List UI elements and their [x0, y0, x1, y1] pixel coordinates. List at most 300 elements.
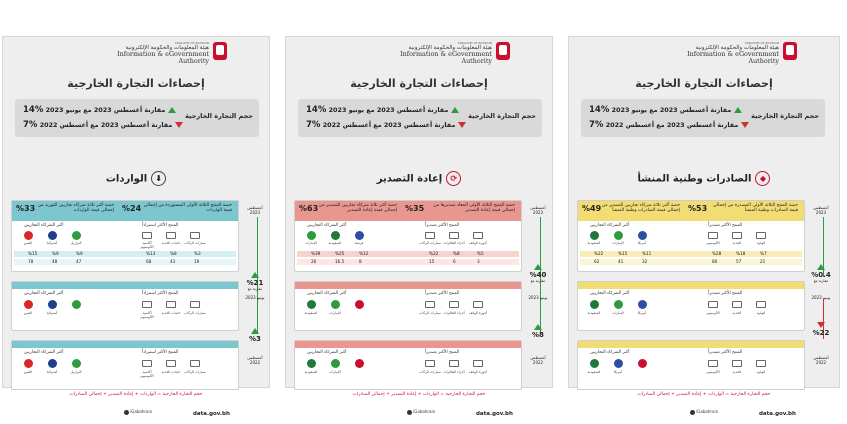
saudi-flag-icon: [331, 231, 340, 240]
top-text-b: حصة المنتج الثلاثة الأولى المستوردة من إجمالي قيمة الواردات: [143, 203, 232, 214]
top-pct-b: %53: [688, 204, 708, 213]
value-row: [14, 259, 236, 265]
arrow-up-icon: [817, 264, 825, 270]
pct-2: %25: [335, 251, 345, 256]
country-3: فرنسا: [354, 241, 364, 245]
compare-label: مقارنة مع: [247, 287, 263, 291]
car-icon: [190, 232, 200, 239]
product-1: أكاسيد الألومنيوم: [140, 241, 154, 249]
section-title: [286, 171, 552, 186]
social-handle[interactable]: [689, 409, 719, 415]
arrow-down-icon: [175, 122, 183, 128]
country-2: الإمارات: [329, 311, 341, 315]
val-2: 48: [52, 259, 58, 264]
value-row: [297, 259, 519, 265]
top-pct-a: %63: [299, 204, 319, 213]
stat-2-text: مقارنة أغسطس 2023 مع أغسطس 2022: [39, 121, 173, 129]
country-3: أمريكا: [637, 311, 647, 315]
stat-1-pct: %14: [589, 105, 610, 115]
product-2: الحديد: [732, 311, 742, 315]
page-title: إحصاءات التجارة الخارجية: [67, 77, 205, 90]
compare-june-pct: %21: [246, 279, 264, 287]
globe-export-icon: ⟳: [446, 171, 461, 186]
product-icon: [190, 301, 200, 308]
uae-flag-icon: [72, 300, 81, 309]
stat-2-pct: %7: [306, 120, 321, 130]
products-title: المنتج الأكثر تصديراً: [708, 350, 743, 355]
product-icon: [449, 360, 459, 367]
compare-last-year: [243, 327, 267, 343]
social-icon: [407, 410, 412, 415]
country-1: السعودية: [587, 241, 601, 245]
infographic-panel-imports: [2, 36, 270, 417]
org-name-en-2: Authority: [178, 57, 209, 65]
val-3: 47: [76, 259, 82, 264]
country-3: البرازيل: [70, 370, 82, 374]
kingdom-label: KINGDOM OF BAHRAIN: [174, 41, 209, 45]
compare-label: مقارنة مع: [530, 279, 546, 283]
product-3: أجهزة الهاتف: [468, 311, 488, 315]
product-2: خامات الحديد: [161, 241, 181, 245]
pct-6: %5: [477, 251, 484, 256]
footer: [286, 409, 552, 423]
block-strip: [295, 282, 521, 289]
products-title: المنتج الأكثر استيراداً: [142, 223, 179, 228]
australia-flag-icon: [48, 300, 57, 309]
stat-row-1: [23, 105, 176, 115]
block-last-year: [577, 340, 805, 390]
iga-logo: [372, 41, 492, 65]
product-2: أجزاء الطائرات: [443, 311, 465, 315]
top-pct-b: %35: [405, 204, 425, 213]
social-text: iGabahrain: [696, 409, 719, 414]
year-label: أغسطس 2023: [813, 205, 829, 215]
section-title-text: إعادة التصدير: [376, 173, 443, 185]
formula-legend: حجم التجارة الخارجية = الواردات + إعادة التصدير + إجمالي الصادرات: [352, 392, 486, 397]
products-title: المنتج الأكثر تصديراً: [708, 291, 743, 296]
block-strip: [12, 341, 238, 348]
footer: [3, 409, 269, 423]
arrow-down-icon: [458, 122, 466, 128]
car-icon: [425, 232, 435, 239]
org-name-en-1: Information & eGovernment: [400, 50, 492, 58]
val-5: 57: [736, 259, 742, 264]
pct-3: %11: [642, 251, 652, 256]
stat-row-2: [306, 120, 466, 130]
products-title: المنتج الأكثر تصديراً: [425, 291, 460, 296]
iron-icon: [732, 232, 742, 239]
block-current-month: [11, 200, 239, 272]
uae-flag-icon: [307, 231, 316, 240]
product-3: أجهزة الهاتف: [468, 241, 488, 245]
product-icon: [732, 301, 742, 308]
stat-row-1: [589, 105, 742, 115]
aluminum-icon: [708, 232, 718, 239]
product-icon: [473, 301, 483, 308]
brazil-flag-icon: [72, 359, 81, 368]
block-header: [12, 201, 238, 221]
netherlands-flag-icon: [638, 359, 647, 368]
arrow-up-icon: [251, 272, 259, 278]
compare-last-year: [526, 323, 550, 339]
uae-flag-icon: [614, 300, 623, 309]
pct-5: %8: [170, 251, 177, 256]
arrow-up-icon: [534, 264, 542, 270]
arrow-up-icon: [251, 328, 259, 334]
product-icon: [756, 360, 766, 367]
block-strip: [578, 341, 804, 348]
fuel-icon: [756, 232, 766, 239]
val-2: 41: [618, 259, 624, 264]
block-current-month: [577, 200, 805, 272]
country-1: السعودية: [304, 311, 318, 315]
country-2: أستراليا: [46, 370, 58, 374]
compare-last-year-pct: %22: [812, 329, 830, 337]
block-header: [295, 201, 521, 221]
france-flag-icon: [355, 231, 364, 240]
country-2: السعودية: [328, 241, 342, 245]
stat-row-2: [589, 120, 749, 130]
infographic-panel-national-exports: [568, 36, 840, 417]
product-2: الحديد: [732, 241, 742, 245]
country-1: السعودية: [587, 311, 601, 315]
top-text-b: حصة المنتج الثلاثة الأولى المعاد تصديرها من إجمالي قيمة إعادة التصدير: [433, 203, 515, 214]
product-icon: [473, 360, 483, 367]
usa-flag-icon: [638, 300, 647, 309]
compare-june: [809, 263, 833, 283]
val-6: 21: [760, 259, 766, 264]
month-2022-label: أغسطس 2022: [813, 355, 829, 365]
country-2: الإمارات: [612, 311, 624, 315]
val-5: 6: [453, 259, 456, 264]
uae-flag-icon: [331, 359, 340, 368]
page-title: إحصاءات التجارة الخارجية: [350, 77, 488, 90]
product-icon: [708, 301, 718, 308]
pct-2: %9: [52, 251, 59, 256]
pct-3: %9: [76, 251, 83, 256]
malaysia-flag-icon: [355, 300, 364, 309]
products-title: المنتج الأكثر استيراداً: [142, 291, 179, 296]
country-3: البرازيل: [70, 241, 82, 245]
infographic-panel-reexport: [285, 36, 553, 417]
pct-6: %7: [760, 251, 767, 256]
tag-icon: ◆: [755, 171, 770, 186]
australia-flag-icon: [48, 231, 57, 240]
country-2: الإمارات: [329, 370, 341, 374]
pct-2: %15: [618, 251, 628, 256]
partners-title: أكبر الشركاء التجاريين: [590, 223, 630, 228]
country-2: الإمارات: [612, 241, 624, 245]
val-5: 43: [170, 259, 176, 264]
val-1: 26: [311, 259, 317, 264]
trade-volume-stats: [15, 99, 259, 137]
product-icon: [166, 301, 176, 308]
product-3: سيارات الركاب: [184, 241, 206, 245]
compare-last-year-pct: %3: [249, 335, 261, 343]
top-text-a: حصة أكبر ثلاثة شركاء تجاريين للتصدير من إجمالي قيمة إعادة التصدير: [318, 203, 397, 214]
top-text-b: حصة المنتج الثلاثة الأولى المصدرة من إجمالي قيمة الصادرات وطنية المنشأ: [713, 203, 798, 214]
product-2: أجزاء الطائرات: [443, 241, 465, 245]
product-1: أكاسيد الألومنيوم: [140, 311, 154, 319]
social-handle[interactable]: [123, 409, 153, 415]
block-current-month: [294, 200, 522, 272]
product-icon: [166, 360, 176, 367]
country-1: السعودية: [304, 370, 318, 374]
pct-4: %13: [146, 251, 156, 256]
partners-title: أكبر الشركاء التجاريين: [307, 223, 347, 228]
pct-6: %3: [194, 251, 201, 256]
stat-1-text: مقارنة أغسطس 2023 مع يونيو 2023: [611, 106, 732, 114]
product-icon: [732, 360, 742, 367]
pct-5: %8: [453, 251, 460, 256]
month-2022-label: أغسطس 2022: [247, 355, 263, 365]
saudi-flag-icon: [590, 231, 599, 240]
pct-1: %15: [28, 251, 38, 256]
partners-title: أكبر الشركاء التجاريين: [24, 223, 64, 228]
country-1: الصين: [23, 370, 33, 374]
val-4: 68: [146, 259, 152, 264]
arrow-down-icon: [741, 122, 749, 128]
product-3: الوقود: [756, 241, 766, 245]
product-1: سيارات الركاب: [419, 311, 441, 315]
product-icon: [142, 301, 152, 308]
val-1: 62: [594, 259, 600, 264]
val-4: 80: [712, 259, 718, 264]
products-title: المنتج الأكثر تصديراً: [708, 223, 743, 228]
value-row: [580, 259, 802, 265]
uae-flag-icon: [614, 231, 623, 240]
product-1: الألومنيوم: [706, 370, 720, 374]
partners-title: أكبر الشركاء التجاريين: [590, 350, 630, 355]
values-table: [580, 251, 802, 265]
china-flag-icon: [24, 231, 33, 240]
bahrain-seal-icon: [496, 42, 510, 60]
val-4: 15: [429, 259, 435, 264]
section-title-text: الصادرات وطنية المنشأ: [637, 173, 752, 185]
data-site-link[interactable]: data.gov.bh: [193, 411, 230, 417]
block-last-year: [294, 340, 522, 390]
stat-2-text: مقارنة أغسطس 2023 مع أغسطس 2022: [605, 121, 739, 129]
section-title: [3, 171, 269, 186]
top-pct-a: %33: [16, 204, 36, 213]
products-title: المنتج الأكثر استيراداً: [142, 350, 179, 355]
country-3: أمريكا: [637, 241, 647, 245]
uae-flag-icon: [331, 300, 340, 309]
china-flag-icon: [24, 300, 33, 309]
block-header: [578, 201, 804, 221]
product-icon: [708, 360, 718, 367]
stat-2-pct: %7: [589, 120, 604, 130]
social-text: iGabahrain: [130, 409, 153, 414]
year-label: أغسطس 2023: [530, 205, 546, 215]
aircraft-parts-icon: [449, 232, 459, 239]
val-3: 32: [642, 259, 648, 264]
australia-flag-icon: [48, 359, 57, 368]
product-3: سيارات الركاب: [184, 370, 206, 374]
stat-2-text: مقارنة أغسطس 2023 مع أغسطس 2022: [322, 121, 456, 129]
product-3: أجهزة الهاتف: [468, 370, 488, 374]
partners-title: أكبر الشركاء التجاريين: [307, 291, 347, 296]
product-3: الوقود: [756, 370, 766, 374]
org-name-en-1: Information & eGovernment: [117, 50, 209, 58]
stat-row-2: [23, 120, 183, 130]
month-june-label: يونيو 2023: [811, 295, 831, 300]
org-name-en-2: Authority: [748, 57, 779, 65]
block-strip: [12, 282, 238, 289]
partners-title: أكبر الشركاء التجاريين: [24, 350, 64, 355]
social-text: iGabahrain: [413, 409, 436, 414]
pct-4: %28: [712, 251, 722, 256]
pct-row: [580, 251, 802, 257]
saudi-flag-icon: [590, 359, 599, 368]
trade-volume-label: حجم التجارة الخارجية: [468, 112, 536, 120]
products-title: المنتج الأكثر تصديراً: [425, 350, 460, 355]
org-name-en-1: Information & eGovernment: [687, 50, 779, 58]
stat-1-pct: %14: [306, 105, 327, 115]
compare-june-pct: %40: [529, 271, 547, 279]
org-name-ar: هيئة المعلومات والحكومة الإلكترونية: [408, 45, 492, 51]
trade-volume-label: حجم التجارة الخارجية: [185, 112, 253, 120]
hongkong-flag-icon: [355, 359, 364, 368]
product-icon: [142, 360, 152, 367]
partners-title: أكبر الشركاء التجاريين: [24, 291, 64, 296]
product-3: سيارات الركاب: [184, 311, 206, 315]
arrow-up-icon: [168, 107, 176, 113]
month-june-label: يونيو 2023: [245, 295, 265, 300]
country-1: الصين: [23, 311, 33, 315]
pct-5: %18: [736, 251, 746, 256]
country-2: أمريكا: [613, 370, 623, 374]
kingdom-label: KINGDOM OF BAHRAIN: [744, 41, 779, 45]
values-table: [297, 251, 519, 265]
country-2: أستراليا: [46, 311, 58, 315]
compare-label: مقارنة مع: [813, 279, 829, 283]
bahrain-seal-icon: [783, 42, 797, 60]
stat-1-text: مقارنة أغسطس 2023 مع يونيو 2023: [45, 106, 166, 114]
usa-flag-icon: [638, 231, 647, 240]
social-handle[interactable]: [406, 409, 436, 415]
product-1: سيارات الركاب: [419, 241, 441, 245]
trade-volume-label: حجم التجارة الخارجية: [751, 112, 819, 120]
product-icon: [425, 301, 435, 308]
block-june: [294, 281, 522, 331]
phone-icon: [473, 232, 483, 239]
month-2022-label: أغسطس 2022: [530, 355, 546, 365]
arrow-down-icon: [817, 322, 825, 328]
org-name-en-2: Authority: [461, 57, 492, 65]
arrow-up-icon: [534, 324, 542, 330]
product-2: خامات الحديد: [161, 311, 181, 315]
social-icon: [690, 410, 695, 415]
pct-row: [297, 251, 519, 257]
val-6: 3: [477, 259, 480, 264]
org-name-ar: هيئة المعلومات والحكومة الإلكترونية: [125, 45, 209, 51]
data-site-link[interactable]: data.gov.bh: [476, 411, 513, 417]
trade-volume-stats: [581, 99, 825, 137]
block-june: [11, 281, 239, 331]
top-text-a: حصة أكبر ثلاثة شركاء تجاريين للتصدير من إجمالي قيمة الصادرات وطنية المنشأ: [601, 203, 680, 214]
product-icon: [449, 301, 459, 308]
trade-volume-stats: [298, 99, 542, 137]
partners-title: أكبر الشركاء التجاريين: [590, 291, 630, 296]
brazil-flag-icon: [72, 231, 81, 240]
social-icon: [124, 410, 129, 415]
compare-june-pct: %0.4: [811, 271, 831, 279]
product-icon: [190, 360, 200, 367]
compare-last-year-pct: %8: [532, 331, 544, 339]
country-1: الصين: [23, 241, 33, 245]
product-1: الألومنيوم: [706, 241, 720, 245]
pct-1: %39: [311, 251, 321, 256]
val-3: 8: [359, 259, 362, 264]
block-last-year: [11, 340, 239, 390]
product-3: الوقود: [756, 311, 766, 315]
country-1: السعودية: [587, 370, 601, 374]
partners-title: أكبر الشركاء التجاريين: [307, 350, 347, 355]
section-title-text: الواردات: [105, 173, 148, 185]
val-6: 19: [194, 259, 200, 264]
product-2: الحديد: [732, 370, 742, 374]
box-download-icon: ⬇: [151, 171, 166, 186]
values-table: [14, 251, 236, 265]
formula-legend: حجم التجارة الخارجية = الواردات + إعادة التصدير + إجمالي الصادرات: [637, 392, 771, 397]
org-name-ar: هيئة المعلومات والحكومة الإلكترونية: [695, 45, 779, 51]
block-strip: [295, 341, 521, 348]
top-text-a: حصة أكبر ثلاثة شركاء تجاريين للتوريد من إجمالي قيمة الواردات: [37, 203, 114, 214]
aluminum-oxide-icon: [142, 232, 152, 239]
val-2: 16.5: [335, 259, 345, 264]
usa-flag-icon: [614, 359, 623, 368]
country-1: الإمارات: [305, 241, 317, 245]
product-2: خامات الحديد: [161, 370, 181, 374]
compare-june: [243, 271, 267, 291]
formula-legend: حجم التجارة الخارجية = الواردات + إعادة التصدير + إجمالي الصادرات: [69, 392, 203, 397]
data-site-link[interactable]: data.gov.bh: [759, 411, 796, 417]
saudi-flag-icon: [590, 300, 599, 309]
arrow-up-icon: [451, 107, 459, 113]
stat-row-1: [306, 105, 459, 115]
product-1: أكاسيد الألومنيوم: [140, 370, 154, 378]
stat-1-pct: %14: [23, 105, 44, 115]
compare-june: [526, 263, 550, 283]
block-strip: [578, 282, 804, 289]
compare-last-year: [809, 321, 833, 337]
bahrain-seal-icon: [213, 42, 227, 60]
stat-1-text: مقارنة أغسطس 2023 مع يونيو 2023: [328, 106, 449, 114]
pct-row: [14, 251, 236, 257]
month-june-label: يونيو 2023: [528, 295, 548, 300]
product-1: الألومنيوم: [706, 311, 720, 315]
china-flag-icon: [24, 359, 33, 368]
pct-3: %12: [359, 251, 369, 256]
pct-1: %22: [594, 251, 604, 256]
products-title: المنتج الأكثر تصديراً: [425, 223, 460, 228]
iron-ore-icon: [166, 232, 176, 239]
top-pct-b: %24: [122, 204, 142, 213]
product-icon: [756, 301, 766, 308]
product-2: أجزاء الطائرات: [443, 370, 465, 374]
section-title: [569, 171, 839, 186]
iga-logo: [89, 41, 209, 65]
page-title: إحصاءات التجارة الخارجية: [635, 77, 773, 90]
pct-4: %22: [429, 251, 439, 256]
arrow-up-icon: [734, 107, 742, 113]
saudi-flag-icon: [307, 359, 316, 368]
product-1: سيارات الركاب: [419, 370, 441, 374]
saudi-flag-icon: [307, 300, 316, 309]
iga-logo: [659, 41, 779, 65]
footer: [569, 409, 839, 423]
